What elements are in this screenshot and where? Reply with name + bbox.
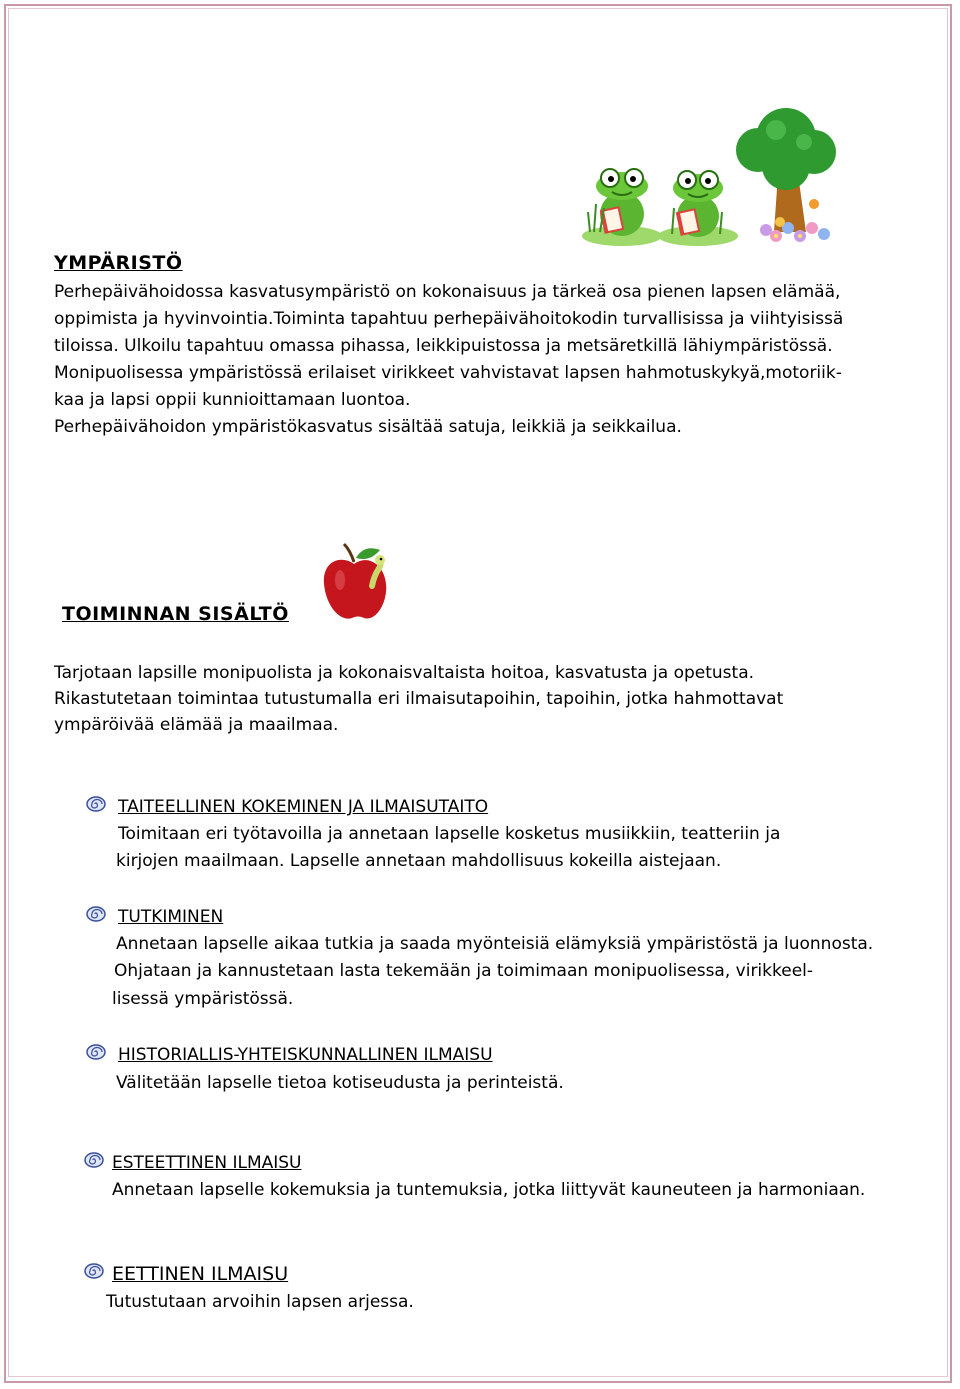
frog-icon: [588, 169, 648, 236]
spiral-bullet-icon: [86, 796, 106, 812]
content-text-line: Rikastutetaan toimintaa tutustumalla eri ilmaisutapoihin, tapoihin, jotka hahmottavat: [54, 689, 784, 709]
content-heading: TOIMINNAN SISÄLTÖ: [62, 603, 289, 625]
spiral-bullet-icon: [84, 1263, 104, 1279]
content-text-line: Tarjotaan lapsille monipuolista ja kokonaisvaltaista hoitoa, kasvatusta ja opetusta.: [54, 663, 755, 683]
section-title-art: TAITEELLINEN KOKEMINEN JA ILMAISUTAITO: [118, 797, 489, 817]
environment-text-line: Perhepäivähoidossa kasvatusympäristö on kokonaisuus ja tärkeä osa pienen lapsen elämää,: [54, 282, 841, 302]
spiral-bullet-icon: [84, 1152, 104, 1168]
spiral-bullet-icon: [86, 1044, 106, 1060]
section-text-line: Annetaan lapselle kokemuksia ja tuntemuksia, jotka liittyvät kauneuteen ja harmoniaan.: [112, 1180, 866, 1200]
frogs-tree-illustration: [580, 104, 840, 252]
spiral-bullet-icon: [86, 906, 106, 922]
environment-text-line: Monipuolisessa ympäristössä erilaiset virikkeet vahvistavat lapsen hahmotuskykyä,motoriik-: [54, 363, 842, 383]
section-text-line: Tutustutaan arvoihin lapsen arjessa.: [106, 1292, 414, 1312]
section-title-ethical: EETTINEN ILMAISU: [112, 1263, 289, 1285]
section-text-line: Toimitaan eri työtavoilla ja annetaan lapselle kosketus musiikkiin, teatteriin ja: [118, 824, 781, 844]
section-text-line: kirjojen maailmaan. Lapselle annetaan mahdollisuus kokeilla aistejaan.: [116, 851, 722, 871]
content-text-line: ympäröivää elämää ja maailmaa.: [54, 715, 339, 735]
tree-icon: [736, 108, 836, 232]
section-text-line: Välitetään lapselle tietoa kotiseudusta ja perinteistä.: [116, 1073, 564, 1093]
section-title-research: TUTKIMINEN: [118, 907, 224, 927]
section-text-line: lisessä ympäristössä.: [112, 989, 294, 1009]
section-title-aesthetic: ESTEETTINEN ILMAISU: [112, 1153, 302, 1173]
environment-text-line: oppimista ja hyvinvointia.Toiminta tapahtuu perhepäivähoitokodin turvallisissa ja viihtyisissä: [54, 309, 844, 329]
section-text-line: Annetaan lapselle aikaa tutkia ja saada myönteisiä elämyksiä ympäristöstä ja luonnosta.: [116, 934, 874, 954]
apple-worm-illustration: [320, 540, 392, 624]
environment-text-line: Perhepäivähoidon ympäristökasvatus sisältää satuja, leikkiä ja seikkailua.: [54, 417, 682, 437]
environment-text-line: tiloissa. Ulkoilu tapahtuu omassa pihassa, leikkipuistossa ja metsäretkillä lähiympäristössä.: [54, 336, 833, 356]
environment-heading: YMPÄRISTÖ: [54, 252, 183, 274]
section-title-history: HISTORIALLIS-YHTEISKUNNALLINEN ILMAISU: [118, 1045, 493, 1065]
section-text-line: Ohjataan ja kannustetaan lasta tekemään ja toimimaan monipuolisessa, virikkeel-: [114, 961, 814, 981]
frog-icon: [672, 171, 723, 237]
environment-text-line: kaa ja lapsi oppii kunnioittamaan luontoa.: [54, 390, 411, 410]
